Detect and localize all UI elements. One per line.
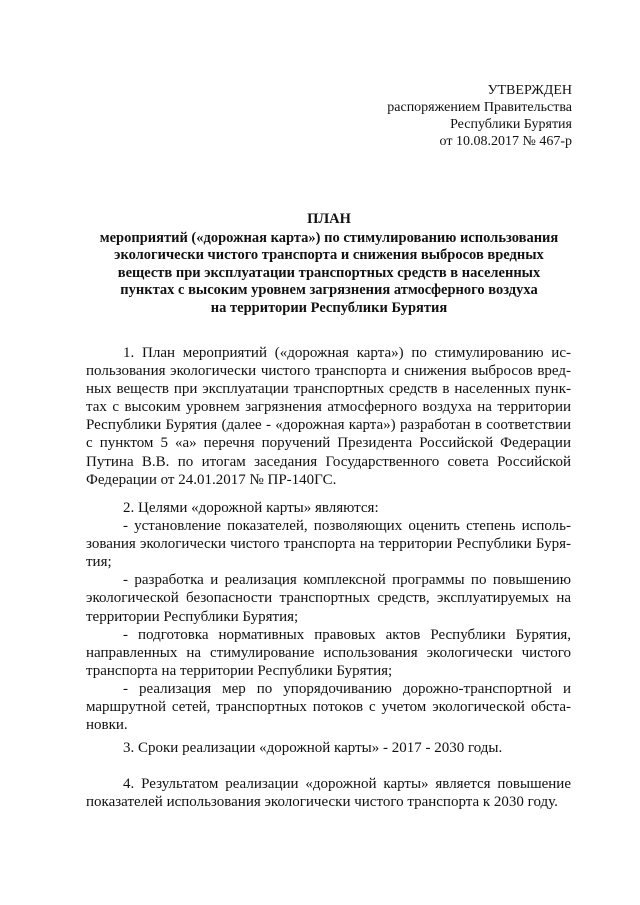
goal-item-line: - подготовка нормативных правовых актов Республики Бурятия, [123,626,571,643]
goal-item-line: - реализация мер по упорядочиванию дорожно-транспортной и [123,680,571,697]
goal-item-line: транспорта на территории Республики Бурятия; [86,662,393,679]
timeline-text: 3. Сроки реализации «дорожной карты» - 2017 - 2030 годы. [123,740,503,756]
text-line: 1. План мероприятий («дорожная карта») по стимулированию ис- [123,345,571,361]
goal-item-line: - разработка и реализация комплексной программы по повышению [123,572,571,589]
goal-item-line: направленных на стимулирование использования экологически чистого [86,644,571,661]
text-line: ных веществ при эксплуатации транспортных средств в населенных пунк- [86,381,571,398]
title-heading: ПЛАН [307,211,351,227]
text-line: 4. Результатом реализации «дорожной карты» является повышение [123,776,571,792]
title-line: веществ при эксплуатации транспортных средств в населенных [117,264,541,281]
title-line: экологически чистого транспорта и снижения выбросов вредных [114,247,544,264]
goal-item-line: экологической безопасности транспортных средств, эксплуатируемых на [86,590,571,607]
goal-item-line: тия; [86,554,112,571]
text-line: пользования экологически чистого транспорта и снижения выбросов вред- [86,363,571,380]
goals-intro: 2. Целями «дорожной карты» являются: [123,500,379,516]
text-line: тах с высоким уровнем загрязнения атмосферного воздуха на территории [86,399,571,416]
goal-item-line: зования экологически чистого транспорта на территории Республики Буря- [86,536,571,553]
approval-date-number: от 10.08.2017 № 467-р [439,134,572,149]
section-1-paragraph [86,344,571,489]
document-title [80,211,578,318]
goal-item-line: новки. [86,717,128,734]
approval-region: Республики Бурятия [450,117,572,132]
title-line: мероприятий («дорожная карта») по стимулированию использования [99,229,559,246]
text-line: Республики Бурятия (далее - «дорожная карта») разработан в соответствии [86,417,571,434]
goal-item-line: маршрутной сетей, транспортных потоков с учетом экологической обста- [86,699,571,716]
approval-heading: УТВЕРЖДЕН [487,83,572,98]
goal-item-line: - установление показателей, позволяющих оценить степень исполь- [123,518,571,535]
text-line: Федерации от 24.01.2017 № ПР-140ГС. [86,471,337,488]
section-4-result [86,775,571,811]
text-line: Путина В.В. по итогам заседания Государственного совета Российской [86,453,571,470]
approval-stamp [312,82,572,150]
section-3-timeline [86,739,571,757]
title-line: пунктах с высоким уровнем загрязнения атмосферного воздуха [120,282,538,299]
section-2-goals [86,499,571,734]
goal-item-line: территории Республики Бурятия; [86,608,299,625]
approval-authority: распоряжением Правительства [387,100,572,115]
text-line: показателей использования экологически чистого транспорта к 2030 году. [86,794,558,811]
title-line: на территории Республики Бурятия [210,299,448,316]
text-line: с пунктом 5 «а» перечня поручений Президента Российской Федерации [86,435,571,452]
